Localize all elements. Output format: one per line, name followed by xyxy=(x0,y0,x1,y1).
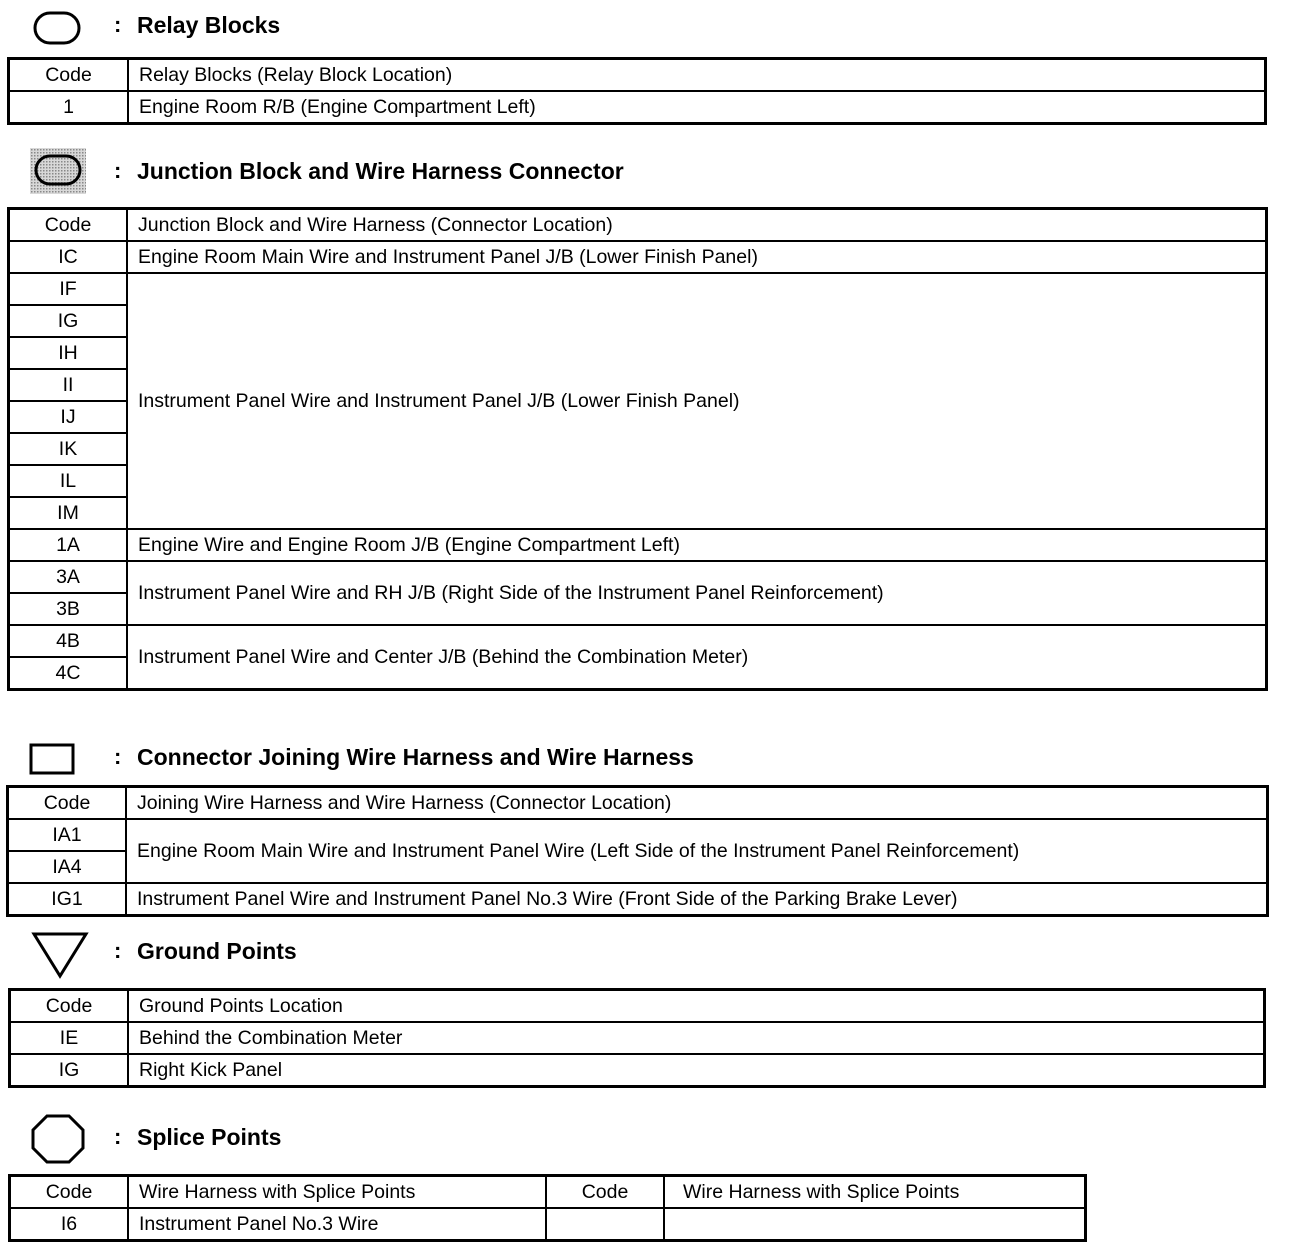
ground-colon: : xyxy=(114,938,122,963)
table-header-row xyxy=(9,209,1266,241)
code-cell: IF xyxy=(9,273,127,305)
desc-cell: Engine Room Main Wire and Instrument Panel J/B (Lower Finish Panel) xyxy=(127,241,1266,273)
table-row xyxy=(10,1208,1085,1240)
desc-header: Junction Block and Wire Harness (Connector Location) xyxy=(127,209,1266,241)
table-row xyxy=(9,529,1266,561)
table-row xyxy=(9,91,1265,123)
code-cell: IA4 xyxy=(8,851,126,883)
junction-title: Junction Block and Wire Harness Connector xyxy=(137,158,624,184)
desc-header: Joining Wire Harness and Wire Harness (Connector Location) xyxy=(126,787,1267,819)
shaded-rounded-rect-icon xyxy=(28,146,88,196)
code-header: Code xyxy=(10,1176,128,1208)
code-header: Code xyxy=(8,787,126,819)
table-row xyxy=(10,1054,1264,1086)
code-cell: IJ xyxy=(9,401,127,433)
desc-cell: Engine Wire and Engine Room J/B (Engine Compartment Left) xyxy=(127,529,1266,561)
code-header: Code xyxy=(9,209,127,241)
triangle-down-icon xyxy=(30,930,90,980)
desc-header: Wire Harness with Splice Points xyxy=(664,1176,1085,1208)
ground-title: Ground Points xyxy=(137,938,297,964)
code-cell xyxy=(546,1208,664,1240)
splice-section-heading xyxy=(0,1118,700,1158)
code-cell: IK xyxy=(9,433,127,465)
rounded-rect-icon xyxy=(32,10,82,46)
connector-title: Connector Joining Wire Harness and Wire Harness xyxy=(137,744,694,770)
table-header-row xyxy=(10,1176,1085,1208)
rectangle-icon xyxy=(28,742,78,778)
code-cell: IC xyxy=(9,241,127,273)
table-row xyxy=(8,883,1267,915)
connector-section-heading xyxy=(0,738,900,778)
code-cell: IA1 xyxy=(8,819,126,851)
code-cell: IG xyxy=(10,1054,128,1086)
desc-cell: Instrument Panel Wire and RH J/B (Right Side of the Instrument Panel Reinforcement) xyxy=(127,561,1266,625)
code-header: Code xyxy=(546,1176,664,1208)
desc-cell: Instrument Panel No.3 Wire xyxy=(128,1208,546,1240)
desc-cell: Behind the Combination Meter xyxy=(128,1022,1264,1054)
desc-header: Ground Points Location xyxy=(128,990,1264,1022)
splice-table xyxy=(9,1175,1086,1241)
code-cell: 4B xyxy=(9,625,127,657)
code-cell: IL xyxy=(9,465,127,497)
splice-title: Splice Points xyxy=(137,1124,282,1150)
table-row xyxy=(9,561,1266,593)
desc-cell: Engine Room Main Wire and Instrument Panel Wire (Left Side of the Instrument Panel Reinforcement) xyxy=(126,819,1267,883)
relay-table xyxy=(8,58,1266,124)
code-cell: 4C xyxy=(9,657,127,689)
table-header-row xyxy=(9,59,1265,91)
desc-cell xyxy=(664,1208,1085,1240)
desc-cell: Right Kick Panel xyxy=(128,1054,1264,1086)
relay-title: Relay Blocks xyxy=(137,12,281,38)
code-cell: 3A xyxy=(9,561,127,593)
desc-cell: Engine Room R/B (Engine Compartment Left) xyxy=(128,91,1265,123)
code-cell: IH xyxy=(9,337,127,369)
junction-section-heading xyxy=(0,152,900,192)
octagon-icon xyxy=(28,1112,88,1166)
junction-table xyxy=(8,208,1267,690)
desc-cell: Instrument Panel Wire and Instrument Panel J/B (Lower Finish Panel) xyxy=(127,273,1266,529)
code-header: Code xyxy=(10,990,128,1022)
ground-table xyxy=(9,989,1265,1087)
junction-colon: : xyxy=(114,158,122,183)
splice-colon: : xyxy=(114,1124,122,1149)
relay-colon: : xyxy=(114,12,122,37)
code-cell: IM xyxy=(9,497,127,529)
desc-cell: Instrument Panel Wire and Instrument Panel No.3 Wire (Front Side of the Parking Brake Lever) xyxy=(126,883,1267,915)
code-cell: II xyxy=(9,369,127,401)
table-row xyxy=(9,273,1266,305)
code-cell: 1A xyxy=(9,529,127,561)
code-cell: 3B xyxy=(9,593,127,625)
table-row xyxy=(8,819,1267,851)
table-header-row xyxy=(8,787,1267,819)
desc-header: Relay Blocks (Relay Block Location) xyxy=(128,59,1265,91)
table-row xyxy=(9,625,1266,657)
desc-header: Wire Harness with Splice Points xyxy=(128,1176,546,1208)
relay-section-heading xyxy=(0,6,700,46)
code-cell: IG xyxy=(9,305,127,337)
ground-section-heading xyxy=(0,932,700,972)
desc-cell: Instrument Panel Wire and Center J/B (Behind the Combination Meter) xyxy=(127,625,1266,689)
code-cell: IE xyxy=(10,1022,128,1054)
code-cell: I6 xyxy=(10,1208,128,1240)
connector-colon: : xyxy=(114,744,122,769)
code-cell: IG1 xyxy=(8,883,126,915)
table-row xyxy=(9,241,1266,273)
code-header: Code xyxy=(9,59,128,91)
table-header-row xyxy=(10,990,1264,1022)
table-row xyxy=(10,1022,1264,1054)
code-cell: 1 xyxy=(9,91,128,123)
connector-table xyxy=(7,786,1268,916)
